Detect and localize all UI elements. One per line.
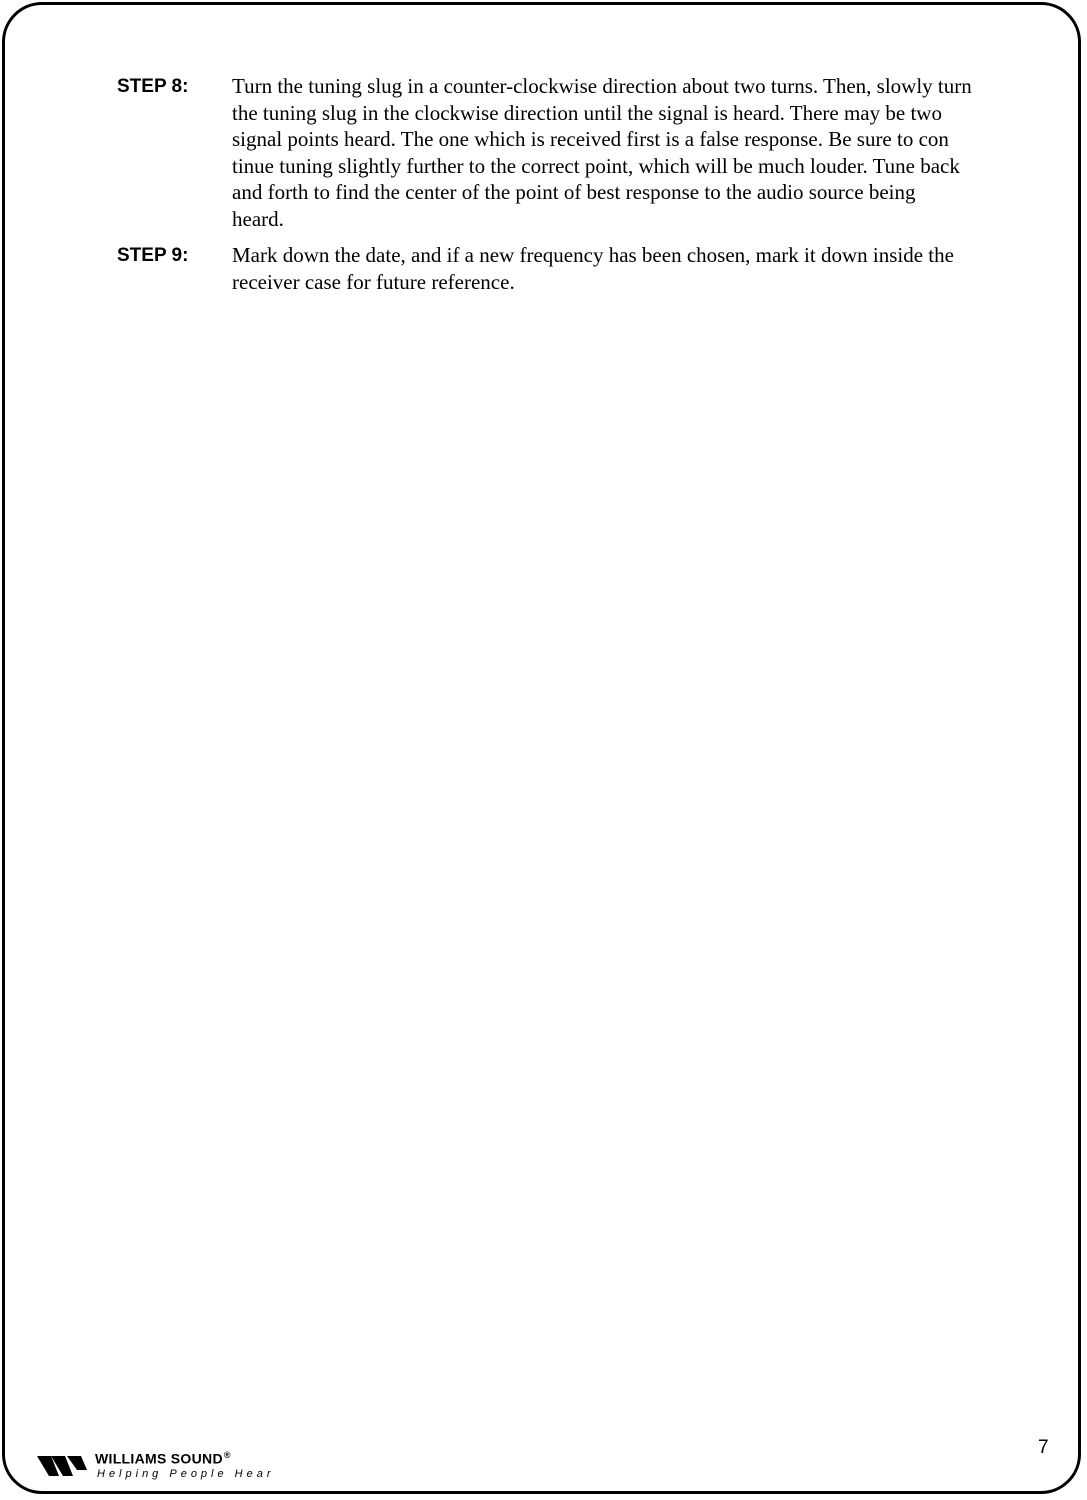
brand-name: [95, 1450, 231, 1467]
brand-name-text: WILLIAMS SOUND: [95, 1450, 223, 1467]
step-9: [117, 242, 1052, 295]
step-8: [117, 73, 1052, 232]
steps-list: [117, 73, 1052, 305]
step-8-text: Turn the tuning slug in a counter-clockwise direction about two turns. Then, slowly turn the tuning slug in the clockwise direction until the signal is heard. There may be two signal points heard. The one which is received first is a false response. Be sure to con tinue tuning slightly further to the correct point, which will be much louder. Tune back and forth to find the center of the point of best response to the audio source being heard.: [232, 74, 972, 231]
williams-sound-w-logo-icon: [37, 1452, 87, 1480]
page-number: 7: [1038, 1437, 1049, 1458]
registered-mark: ®: [223, 1450, 231, 1460]
williams-sound-logo: [37, 1448, 297, 1488]
brand-tagline: Helping People Hear: [97, 1468, 275, 1480]
step-9-text: Mark down the date, and if a new frequency has been chosen, mark it down inside the receiver case for future reference.: [232, 243, 954, 294]
step-8-label: STEP 8:: [117, 76, 189, 97]
step-9-label: STEP 9:: [117, 245, 189, 266]
